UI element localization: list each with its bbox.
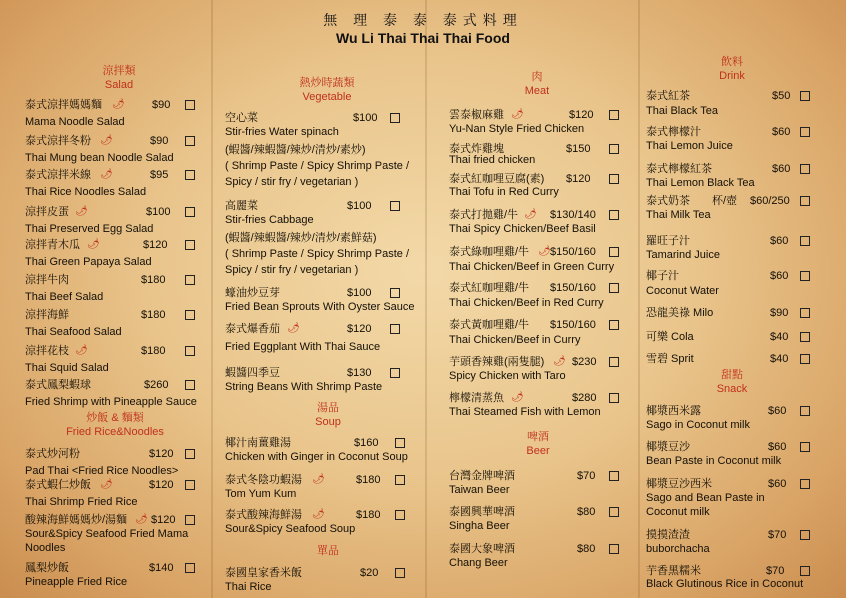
order-checkbox[interactable] [800,479,810,489]
section-salad-heading: 涼拌類 Salad [102,65,136,91]
order-checkbox[interactable] [390,113,400,123]
section-drink-heading: 飲料 Drink [719,56,745,82]
section-beer-heading: 啤酒 Beer [526,431,550,457]
order-checkbox[interactable] [800,127,810,137]
order-checkbox[interactable] [800,406,810,416]
order-checkbox[interactable] [395,475,405,485]
page-fold [638,0,640,598]
page-fold [211,0,213,598]
section-snack-heading: 甜點 Snack [716,369,748,395]
order-checkbox[interactable] [185,515,195,525]
order-checkbox[interactable] [609,110,619,120]
order-checkbox[interactable] [185,100,195,110]
chili-pepper-icon: 🌶 [553,356,566,367]
chili-pepper-icon: 🌶 [87,239,100,250]
order-checkbox[interactable] [395,568,405,578]
chili-pepper-icon: 🌶 [312,509,325,520]
chili-pepper-icon: 🌶 [524,209,537,220]
order-checkbox[interactable] [185,136,195,146]
order-checkbox[interactable] [800,196,810,206]
order-checkbox[interactable] [800,530,810,540]
order-checkbox[interactable] [800,442,810,452]
section-vegetable-heading: 熱炒時蔬類 Vegetable [299,77,355,103]
restaurant-title-chinese: 無 理 泰 泰 泰式料理 [323,12,523,28]
chili-pepper-icon: 🌶 [100,169,113,180]
chili-pepper-icon: 🌶 [511,109,524,120]
order-checkbox[interactable] [800,271,810,281]
order-checkbox[interactable] [390,368,400,378]
chili-pepper-icon: 🌶 [511,392,524,403]
order-checkbox[interactable] [800,566,810,576]
order-checkbox[interactable] [800,236,810,246]
chili-pepper-icon: 🌶 [287,323,300,334]
order-checkbox[interactable] [609,174,619,184]
order-checkbox[interactable] [395,438,405,448]
section-meat-heading: 肉 Meat [524,71,550,97]
order-checkbox[interactable] [185,170,195,180]
order-checkbox[interactable] [609,471,619,481]
chili-pepper-icon: 🌶 [75,345,88,356]
chili-pepper-icon: 🌶 [75,206,88,217]
order-checkbox[interactable] [800,91,810,101]
order-checkbox[interactable] [185,563,195,573]
section-single-heading: 單品 [317,545,339,557]
chili-pepper-icon: 🌶 [135,514,148,525]
order-checkbox[interactable] [390,201,400,211]
order-checkbox[interactable] [609,544,619,554]
order-checkbox[interactable] [609,144,619,154]
order-checkbox[interactable] [185,275,195,285]
order-checkbox[interactable] [185,240,195,250]
order-checkbox[interactable] [390,288,400,298]
chili-pepper-icon: 🌶 [112,99,125,110]
chili-pepper-icon: 🌶 [100,135,113,146]
order-checkbox[interactable] [390,324,400,334]
order-checkbox[interactable] [609,393,619,403]
order-checkbox[interactable] [185,207,195,217]
order-checkbox[interactable] [185,310,195,320]
order-checkbox[interactable] [609,507,619,517]
order-checkbox[interactable] [395,510,405,520]
chili-pepper-icon: 🌶 [538,246,551,257]
order-checkbox[interactable] [609,320,619,330]
chili-pepper-icon: 🌶 [312,474,325,485]
order-checkbox[interactable] [800,354,810,364]
order-checkbox[interactable] [800,164,810,174]
order-checkbox[interactable] [609,210,619,220]
restaurant-title-english: Wu Li Thai Thai Thai Food [336,30,510,46]
section-soup-heading: 湯品 Soup [315,402,341,428]
page-fold [425,0,427,598]
order-checkbox[interactable] [185,346,195,356]
order-checkbox[interactable] [185,480,195,490]
section-fried-rice-heading: 炒飯 & 麵類 Fried Rice&Noodles [66,412,164,438]
order-checkbox[interactable] [185,380,195,390]
order-checkbox[interactable] [609,283,619,293]
chili-pepper-icon: 🌶 [100,479,113,490]
order-checkbox[interactable] [609,357,619,367]
order-checkbox[interactable] [800,308,810,318]
order-checkbox[interactable] [609,247,619,257]
order-checkbox[interactable] [800,332,810,342]
order-checkbox[interactable] [185,449,195,459]
